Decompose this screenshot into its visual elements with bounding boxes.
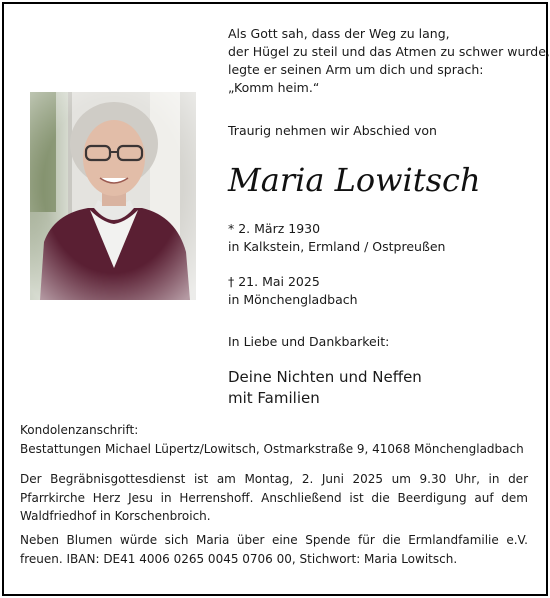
mourners-line: mit Familien xyxy=(228,389,320,407)
poem xyxy=(228,25,550,97)
mourners xyxy=(228,367,422,409)
farewell-text: Traurig nehmen wir Abschied von xyxy=(228,123,437,138)
death-info xyxy=(228,273,358,309)
birth-place: in Kalkstein, Ermland / Ostpreußen xyxy=(228,239,446,254)
death-place: in Mönchengladbach xyxy=(228,292,358,307)
mourners-line: Deine Nichten und Neffen xyxy=(228,368,422,386)
poem-line: der Hügel zu steil und das Atmen zu schwer wurde, xyxy=(228,44,550,59)
deceased-name: Maria Lowitsch xyxy=(228,161,481,199)
birth-info xyxy=(228,220,445,256)
portrait-illustration xyxy=(30,92,196,300)
poem-line: Als Gott sah, dass der Weg zu lang, xyxy=(228,26,450,41)
funeral-info: Der Begräbnisgottesdienst ist am Montag, 2. Juni 2025 um 9.30 Uhr, in der Pfarrkirche Herz Jesu in Herrenshoff. Anschließend ist die Beerdigung auf dem Waldfriedhof in Korschenbroich. xyxy=(20,472,528,523)
thanks-text: In Liebe und Dankbarkeit: xyxy=(228,334,390,349)
birth-date: * 2. März 1930 xyxy=(228,221,321,236)
death-date: † 21. Mai 2025 xyxy=(228,274,320,289)
condolence-label: Kondolenzanschrift: xyxy=(20,423,139,437)
condolence-address-text: Bestattungen Michael Lüpertz/Lowitsch, Ostmarkstraße 9, 41068 Mönchengladbach xyxy=(20,441,524,456)
poem-line: „Komm heim.“ xyxy=(228,80,320,95)
condolence-address xyxy=(20,421,528,458)
donation-info: Neben Blumen würde sich Maria über eine Spende für die Ermlandfamilie e.V. freuen. IBAN: DE41 4006 0265 0045 0706 00, Stichwort: Maria Lowitsch. xyxy=(20,533,528,566)
poem-line: legte er seinen Arm um dich und sprach: xyxy=(228,62,484,77)
portrait-photo xyxy=(30,92,196,300)
